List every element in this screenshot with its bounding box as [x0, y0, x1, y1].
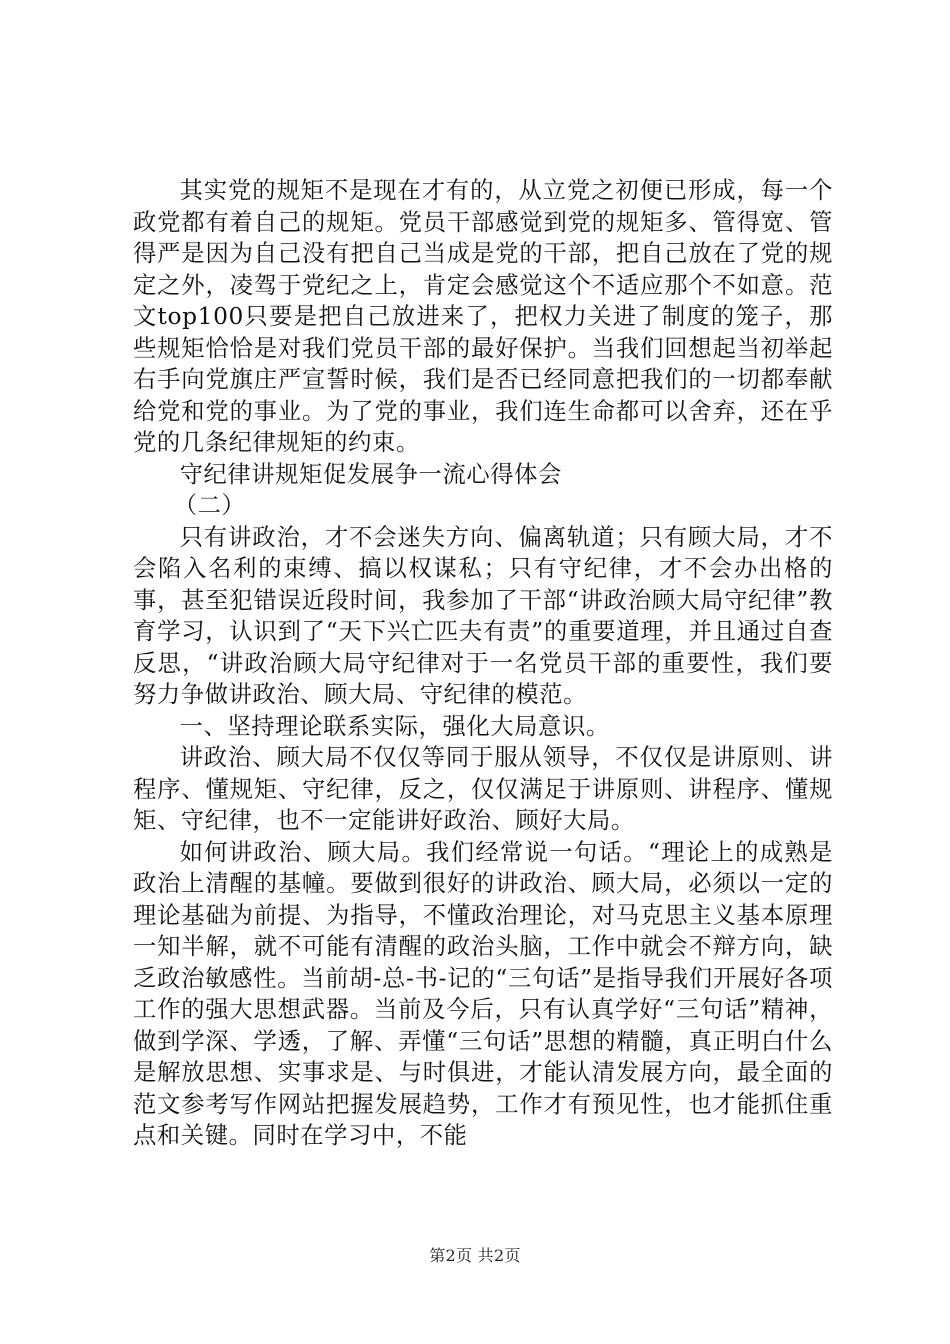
section-number: （二） — [173, 492, 246, 519]
page-footer: 第2页 共2页 — [429, 1246, 521, 1265]
section-title: 守纪律讲规矩促发展争一流心得体会 — [179, 460, 562, 488]
paragraph-big-picture: 讲政治、顾大局不仅仅等同于服从领导，不仅仅是讲原则、讲程序、懂规矩、守纪律，反之，仅仅满足于讲原则、讲程序、懂规矩、守纪律，也不一定能讲好政治、顾好大局。 — [133, 744, 833, 834]
paragraph-politics: 只有讲政治，才不会迷失方向、偏离轨道；只有顾大局，才不会陷入名利的束缚、搞以权谋私；只有守纪律，才不会办出格的事，甚至犯错误近段时间，我参加了干部“讲政治顾大局守纪律”教育学习，认识到了“天下兴亡匹夫有责”的重要道理，并且通过自查反思，“讲政治顾大局守纪律对于一名党员干部的重要性，我们要努力争做讲政治、顾大局、守纪律的模范。 — [133, 523, 833, 708]
paragraph-party-rules: 其实党的规矩不是现在才有的，从立党之初便已形成，每一个政党都有着自己的规矩。党员干部感觉到党的规矩多、管得宽、管得严是因为自己没有把自己当成是党的干部，把自己放在了党的规定之外，凌驾于党纪之上，肯定会感觉这个不适应那个不如意。范文top100只要是把自己放进来了，把权力关进了制度的笼子，那些规矩恰恰是对我们党员干部的最好保护。当我们回想起当初举起右手向党旗庄严宣誓时候，我们是否已经同意把我们的一切都奉献给党和党的事业。为了党的事业，我们连生命都可以舍弃，还在乎党的几条纪律规矩的约束。 — [133, 177, 833, 456]
document-body — [133, 175, 833, 1152]
paragraph-how-to: 如何讲政治、顾大局。我们经常说一句话。“理论上的成熟是政治上清醒的基幢。要做到很好的讲政治、顾大局，必须以一定的理论基础为前提、为指导，不懂政治理论，对马克思主义基本原理一知半解，就不可能有清醒的政治头脑，工作中就会不辩方向，缺乏政治敏感性。当前胡-总-书-记的“三句话”是指导我们开展好各项工作的强大思想武器。当前及今后，只有认真学好“三句话”精神，做到学深、学透，了解、弄懂“三句话”思想的精髓，真正明白什么是解放思想、实事求是、与时俱进，才能认清发展方向，最全面的范文参考写作网站把握发展趋势，工作才有预见性，也才能抓住重点和关键。同时在学习中，不能 — [133, 838, 833, 1149]
subheading-theory-practice: 一、坚持理论联系实际，强化大局意识。 — [179, 712, 610, 740]
